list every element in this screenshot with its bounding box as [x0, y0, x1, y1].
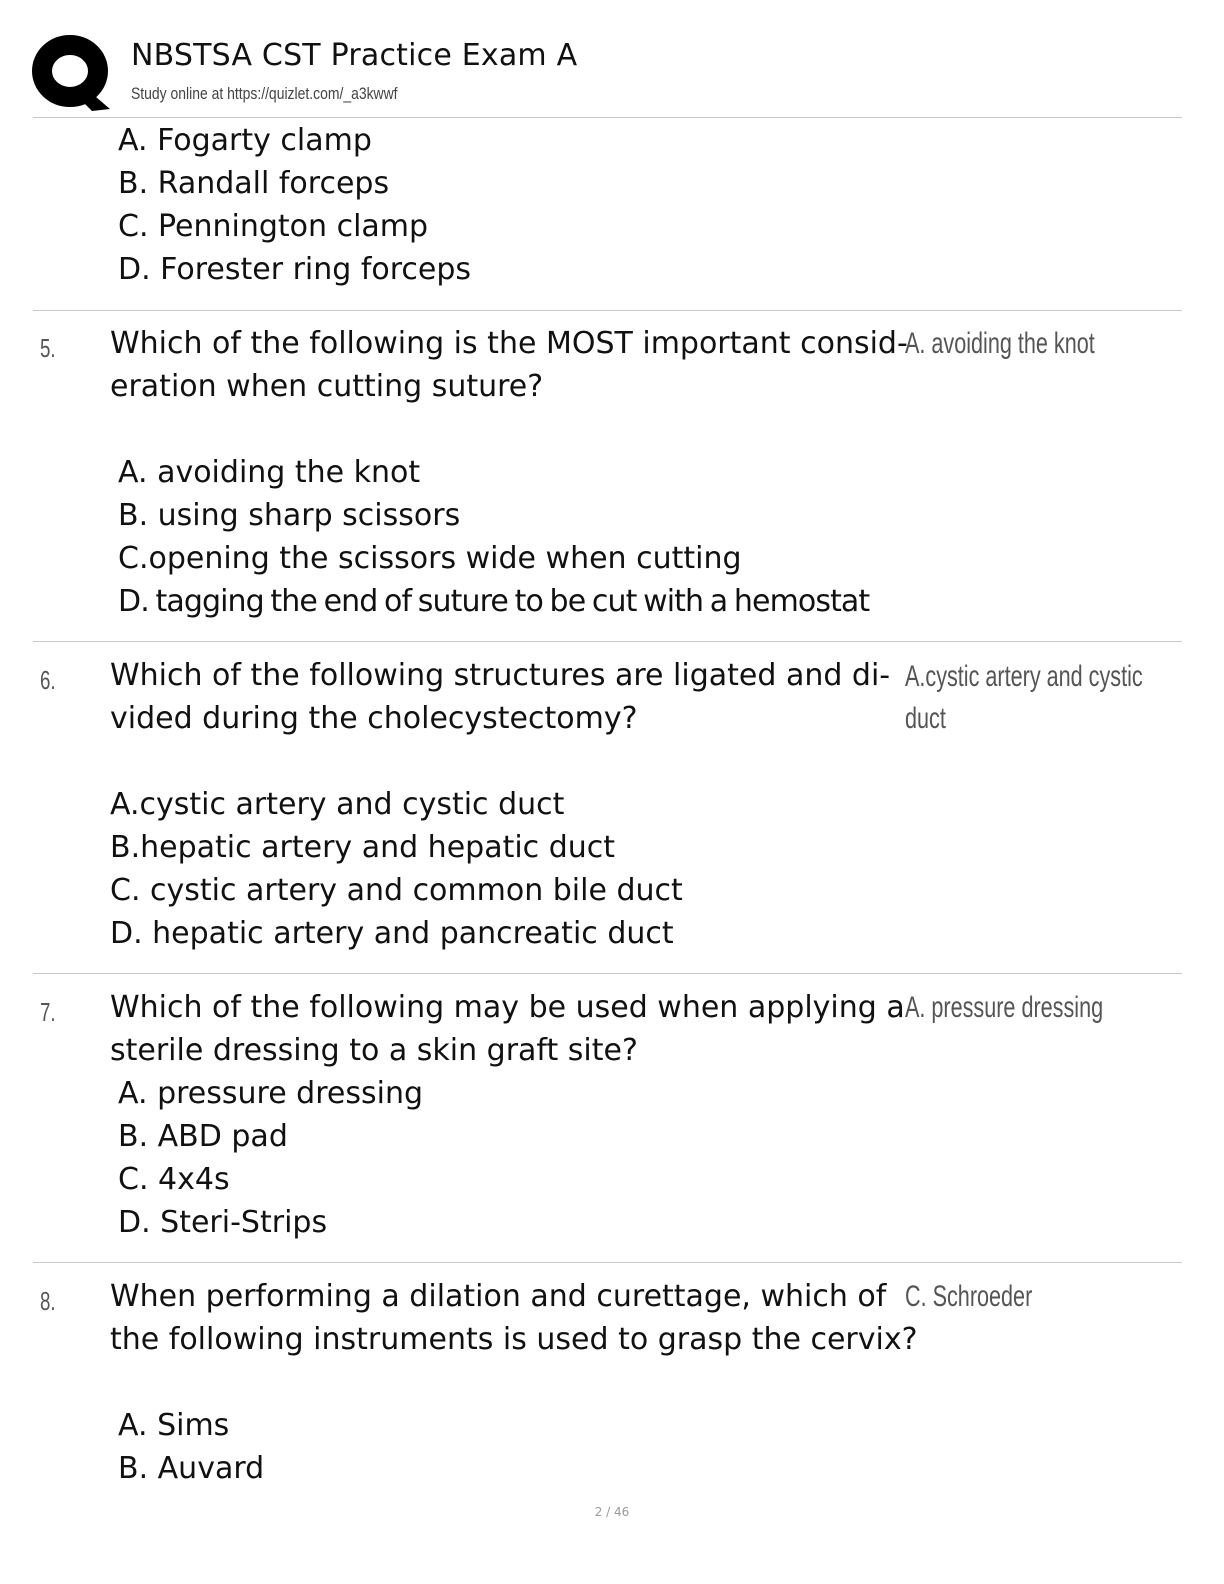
question-divider: [33, 641, 1182, 642]
question-line: Which of the following is the MOST important consid-: [110, 326, 908, 361]
option: C.opening the scissors wide when cutting: [118, 541, 742, 576]
question-text: [110, 322, 908, 408]
answer-line: A. pressure dressing: [905, 991, 1104, 1024]
option: A. pressure dressing: [118, 1076, 424, 1111]
question-divider: [33, 973, 1182, 974]
answer-line: duct: [905, 702, 946, 735]
question-number: 7.: [40, 997, 56, 1027]
header-divider: [33, 117, 1182, 118]
answer-text: [905, 1276, 1114, 1318]
option: B. using sharp scissors: [118, 498, 461, 533]
question-divider: [33, 1262, 1182, 1263]
question-line: Which of the following may be used when applying a: [110, 990, 905, 1025]
question-line: sterile dressing to a skin graft site?: [110, 1033, 638, 1068]
answer-text: [905, 656, 1143, 740]
option: D. Forester ring forceps: [118, 252, 472, 287]
answer-line: C. Schroeder: [905, 1280, 1033, 1313]
option: C. cystic artery and common bile duct: [110, 873, 683, 908]
study-online-link[interactable]: Study online at https://quizlet.com/_a3kwwf: [131, 84, 398, 103]
option: B.hepatic artery and hepatic duct: [110, 830, 616, 865]
option: A.cystic artery and cystic duct: [110, 787, 565, 822]
question-line: eration when cutting suture?: [110, 369, 544, 404]
question-line: When performing a dilation and curettage, which of: [110, 1279, 887, 1314]
document-title: NBSTSA CST Practice Exam A: [131, 38, 578, 73]
answer-text: [905, 987, 1114, 1029]
option: B. Auvard: [118, 1451, 265, 1486]
question-text: [110, 1275, 918, 1361]
quizlet-q-logo-icon: [30, 33, 114, 113]
option: B. ABD pad: [118, 1119, 288, 1154]
answer-text: [905, 323, 1114, 365]
option: D. hepatic artery and pancreatic duct: [110, 916, 674, 951]
question-number: 8.: [40, 1286, 56, 1316]
question-text: [110, 654, 900, 740]
option: C. 4x4s: [118, 1162, 230, 1197]
page-header: [0, 0, 1224, 118]
question-line: the following instruments is used to grasp the cervix?: [110, 1322, 918, 1357]
question-text: [110, 986, 905, 1072]
option: A. avoiding the knot: [118, 455, 421, 490]
option: C. Pennington clamp: [118, 209, 429, 244]
option: D. Steri-Strips: [118, 1205, 328, 1240]
option: A. Sims: [118, 1408, 230, 1443]
option: D. tagging the end of suture to be cut with a hemostat: [118, 584, 870, 619]
option: A. Fogarty clamp: [118, 123, 372, 158]
question-number: 5.: [40, 333, 56, 363]
answer-line: A.cystic artery and cystic: [905, 660, 1143, 693]
question-line: vided during the cholecystectomy?: [110, 701, 638, 736]
option: B. Randall forceps: [118, 166, 390, 201]
question-divider: [33, 310, 1182, 311]
answer-line: A. avoiding the knot: [905, 327, 1095, 360]
question-line: Which of the following structures are ligated and di-: [110, 658, 891, 693]
page-number: 2 / 46: [594, 1505, 630, 1519]
question-number: 6.: [40, 665, 56, 695]
